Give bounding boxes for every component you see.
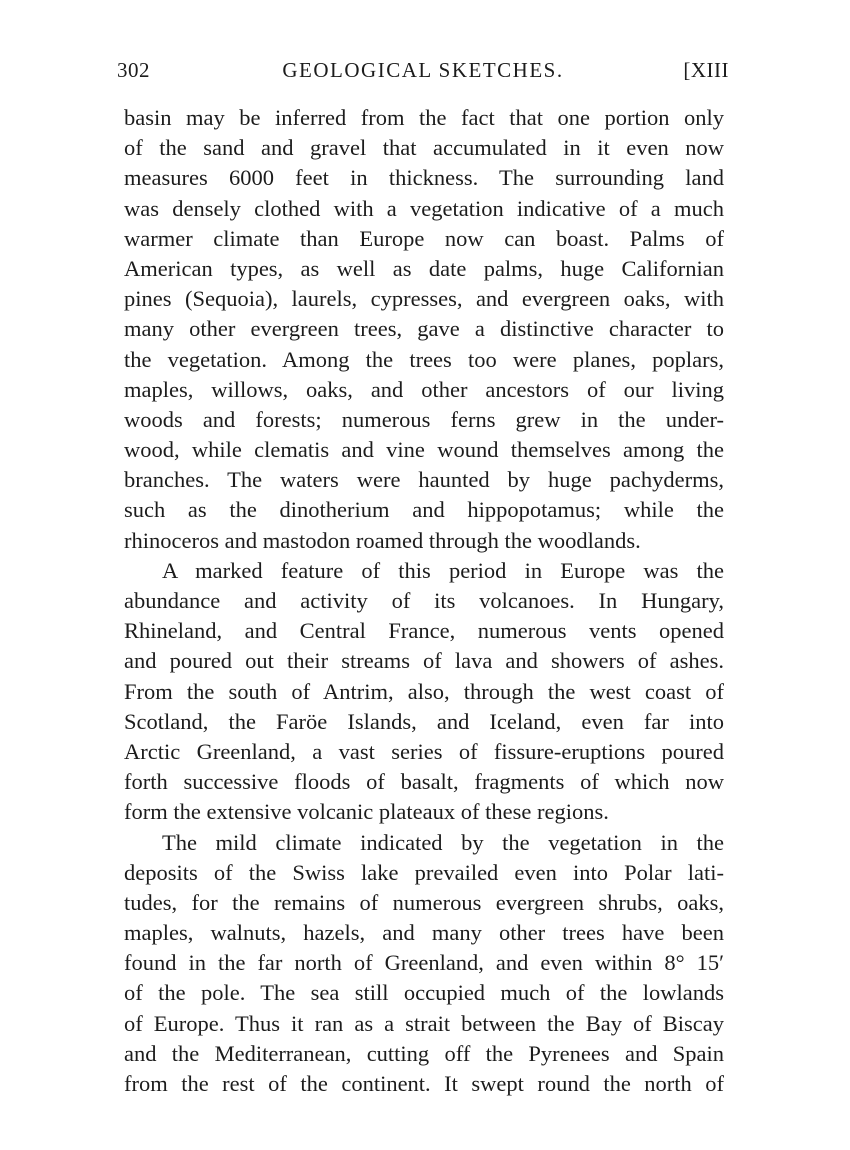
text-line: form the extensive volcanic plateaux of these regions. — [124, 799, 609, 825]
text-line: maples, willows, oaks, and other ancestors of our living — [124, 376, 724, 402]
page-number: 302 — [117, 58, 150, 82]
text-line: rhinoceros and mastodon roamed through the woodlands. — [124, 527, 641, 553]
text-line: of Europe. Thus it ran as a strait between the Bay of Biscay — [124, 1010, 724, 1036]
text-line: and the Mediterranean, cutting off the Pyrenees and Spain — [124, 1040, 724, 1066]
text-line: Rhineland, and Central France, numerous vents opened — [124, 618, 724, 644]
text-line: branches. The waters were haunted by huge pachyderms, — [124, 467, 724, 493]
book-title: GEOLOGICAL SKETCHES. — [282, 58, 564, 82]
text-line: wood, while clematis and vine wound themselves among the — [124, 437, 724, 463]
text-line: of the sand and gravel that accumulated in it even now — [124, 135, 724, 161]
text-line: maples, walnuts, hazels, and many other trees have been — [124, 920, 724, 946]
text-line: Arctic Greenland, a vast series of fissure-eruptions poured — [124, 738, 724, 764]
text-line: of the pole. The sea still occupied much of the lowlands — [124, 980, 724, 1006]
text-line: Scotland, the Faröe Islands, and Iceland, even far into — [124, 708, 724, 734]
text-line: measures 6000 feet in thickness. The surrounding land — [124, 165, 724, 191]
text-line: abundance and activity of its volcanoes. In Hungary, — [124, 588, 724, 613]
paragraph — [124, 103, 724, 556]
text-line: found in the far north of Greenland, and even within 8° 15′ — [124, 950, 724, 976]
text-line: woods and forests; numerous ferns grew in the under- — [124, 406, 724, 432]
running-head — [117, 58, 729, 88]
text-line: such as the dinotherium and hippopotamus; while the — [124, 497, 724, 523]
text-line: was densely clothed with a vegetation indicative of a much — [124, 195, 724, 221]
text-line: from the rest of the continent. It swept round the north of — [124, 1071, 724, 1096]
text-line: deposits of the Swiss lake prevailed even into Polar lati- — [124, 859, 724, 885]
text-line: many other evergreen trees, gave a distinctive character to — [124, 316, 724, 342]
text-line: tudes, for the remains of numerous evergreen shrubs, oaks, — [124, 889, 724, 915]
text-line: A marked feature of this period in Europe was the — [162, 557, 724, 583]
chapter-mark: [XIII — [683, 58, 729, 82]
text-line: American types, as well as date palms, huge Californian — [124, 255, 724, 281]
text-line: the vegetation. Among the trees too were planes, poplars, — [124, 346, 724, 372]
text-line: The mild climate indicated by the vegetation in the — [162, 829, 724, 855]
body-text — [124, 103, 724, 1099]
text-line: and poured out their streams of lava and showers of ashes. — [124, 648, 724, 674]
text-line: warmer climate than Europe now can boast. Palms of — [124, 225, 724, 251]
text-line: basin may be inferred from the fact that one portion only — [124, 105, 724, 130]
text-line: pines (Sequoia), laurels, cypresses, and evergreen oaks, with — [124, 286, 724, 312]
paragraph — [124, 828, 724, 1100]
paragraph — [124, 556, 724, 828]
text-line: From the south of Antrim, also, through the west coast of — [124, 678, 724, 704]
text-line: forth successive floods of basalt, fragments of which now — [124, 769, 724, 795]
